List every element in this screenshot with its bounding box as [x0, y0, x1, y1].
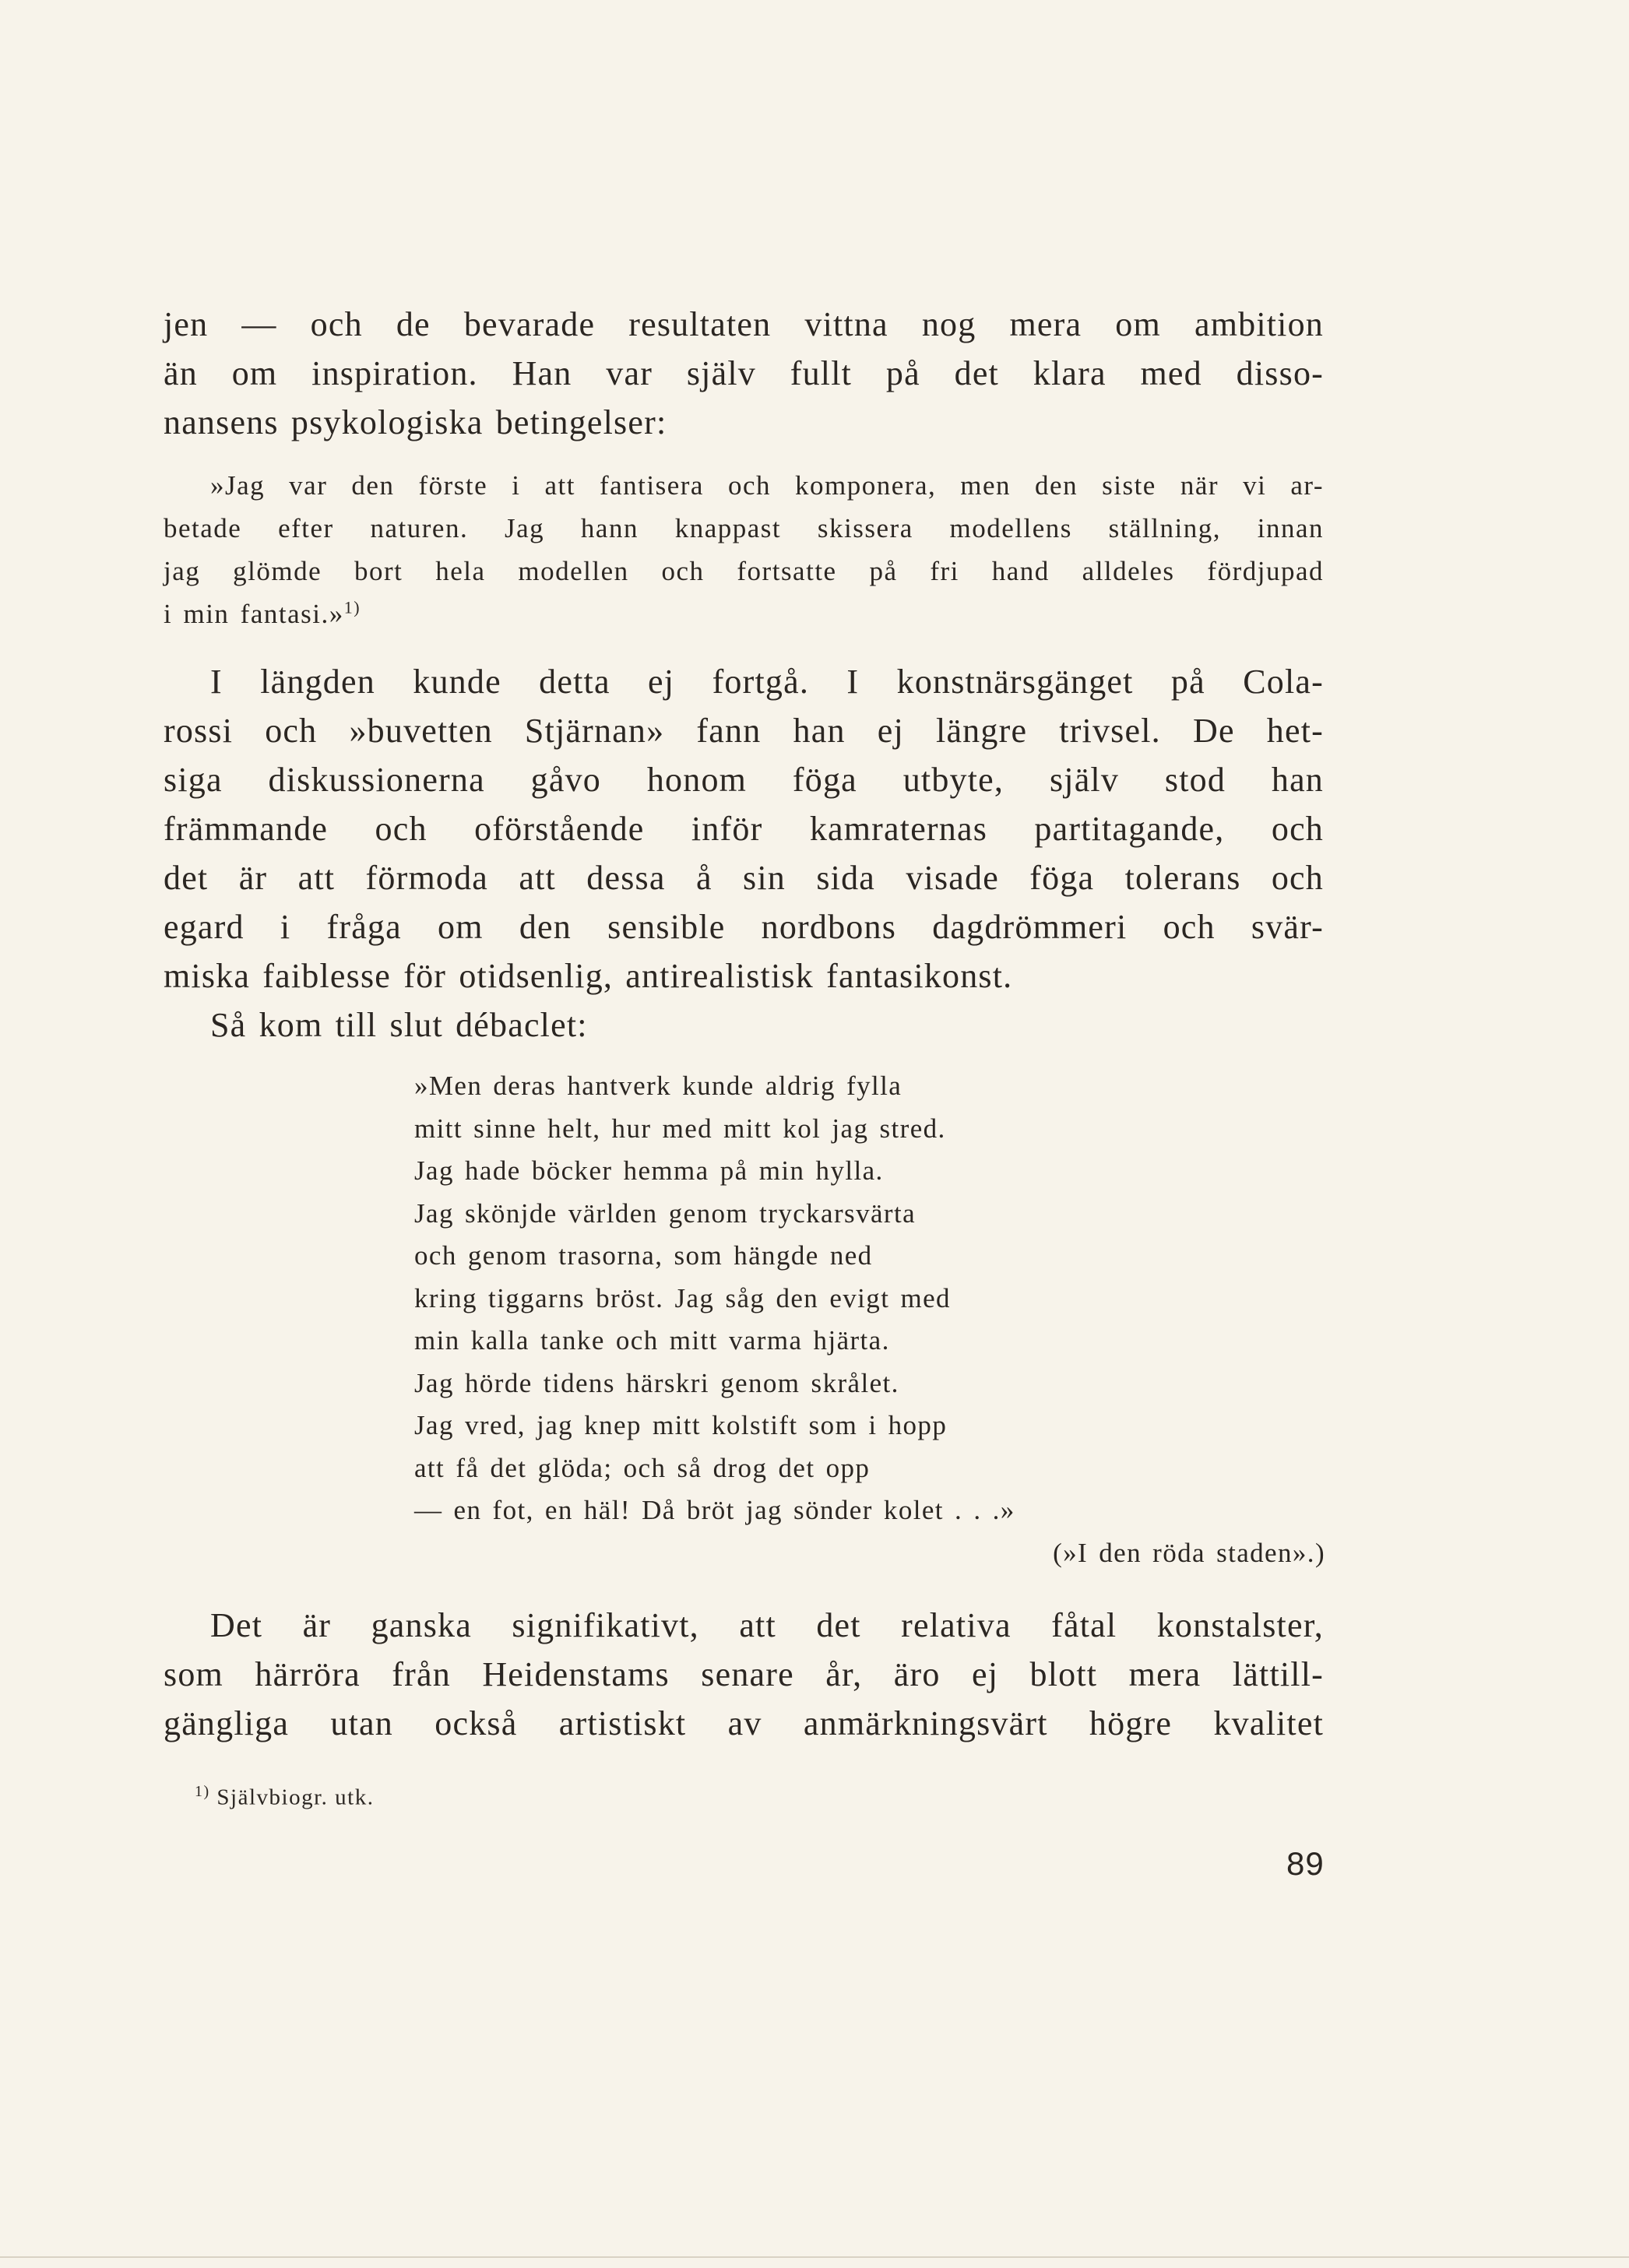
poem-line: kring tiggarns bröst. Jag såg den evigt med: [414, 1282, 951, 1313]
page-number: 89: [1286, 1845, 1325, 1882]
footnote-marker: 1): [195, 1783, 210, 1800]
poem-line: — en fot, en häl! Då bröt jag sönder kolet . . .»: [414, 1495, 1015, 1525]
poem-line: Jag hade böcker hemma på min hylla.: [414, 1155, 884, 1186]
poem-source: (»I den röda staden».): [1053, 1537, 1325, 1568]
quote-line-last: [164, 592, 1324, 635]
paragraph-line: I längden kunde detta ej fortgå. I konstnärsgänget på Cola-: [210, 663, 1324, 701]
poem-line: »Men deras hantverk kunde aldrig fylla: [414, 1071, 902, 1101]
footnote-text: Självbiogr. utk.: [216, 1785, 375, 1810]
paragraph-2: [164, 657, 1324, 1050]
poem-line: att få det glöda; och så drog det opp: [414, 1452, 871, 1483]
paragraph-3: [164, 1601, 1324, 1748]
page-edge-divider: [0, 2256, 1629, 2258]
poem-line: Jag vred, jag knep mitt kolstift som i hopp: [414, 1410, 948, 1440]
poem-line: Jag hörde tidens härskri genom skrålet.: [414, 1367, 899, 1398]
paragraph-line: Så kom till slut débaclet:: [210, 1006, 588, 1044]
quote-line: betade efter naturen. Jag hann knappast skissera modellens ställning, innan: [164, 513, 1324, 543]
footnote: [195, 1783, 374, 1811]
quote-line: »Jag var den förste i att fantisera och komponera, men den siste när vi ar-: [210, 470, 1324, 501]
paragraph-line: miska faiblesse för otidsenlig, antirealistisk fantasikonst.: [164, 957, 1013, 995]
paragraph-line: som härröra från Heidenstams senare år, äro ej blott mera lättill-: [164, 1655, 1324, 1693]
paragraph-line: främmande och oförstående inför kamraternas partitagande, och: [164, 810, 1324, 848]
poem-line: mitt sinne helt, hur med mitt kol jag stred.: [414, 1113, 946, 1144]
paragraph-line: Det är ganska signifikativt, att det relativa fåtal konstalster,: [210, 1606, 1324, 1644]
paragraph-line: än om inspiration. Han var själv fullt på det klara med disso-: [164, 354, 1324, 392]
quote-line-text: i min fantasi.»: [164, 599, 344, 629]
quote-line: jag glömde bort hela modellen och fortsatte på fri hand alldeles fördjupad: [164, 556, 1324, 586]
paragraph-line: det är att förmoda att dessa å sin sida visade föga tolerans och: [164, 859, 1324, 897]
paragraph-line: rossi och »buvetten Stjärnan» fann han ej längre trivsel. De het-: [164, 712, 1324, 750]
paragraph-line: nansens psykologiska betingelser:: [164, 403, 667, 441]
paragraph-1: [164, 300, 1324, 447]
paragraph-line: jen — och de bevarade resultaten vittna nog mera om ambition: [164, 305, 1324, 343]
poem: [414, 1065, 1325, 1574]
poem-line: Jag skönjde världen genom tryckarsvärta: [414, 1197, 917, 1229]
paragraph-line: gängliga utan också artistiskt av anmärkningsvärt högre kvalitet: [164, 1704, 1324, 1742]
paragraph-line: egard i fråga om den sensible nordbons dagdrömmeri och svär-: [164, 908, 1324, 946]
paragraph-line: siga diskussionerna gåvo honom föga utbyte, själv stod han: [164, 761, 1324, 799]
footnote-reference: 1): [343, 597, 361, 617]
poem-line: min kalla tanke och mitt varma hjärta.: [414, 1325, 890, 1356]
block-quote: [164, 464, 1324, 635]
poem-line: och genom trasorna, som hängde ned: [414, 1240, 873, 1271]
